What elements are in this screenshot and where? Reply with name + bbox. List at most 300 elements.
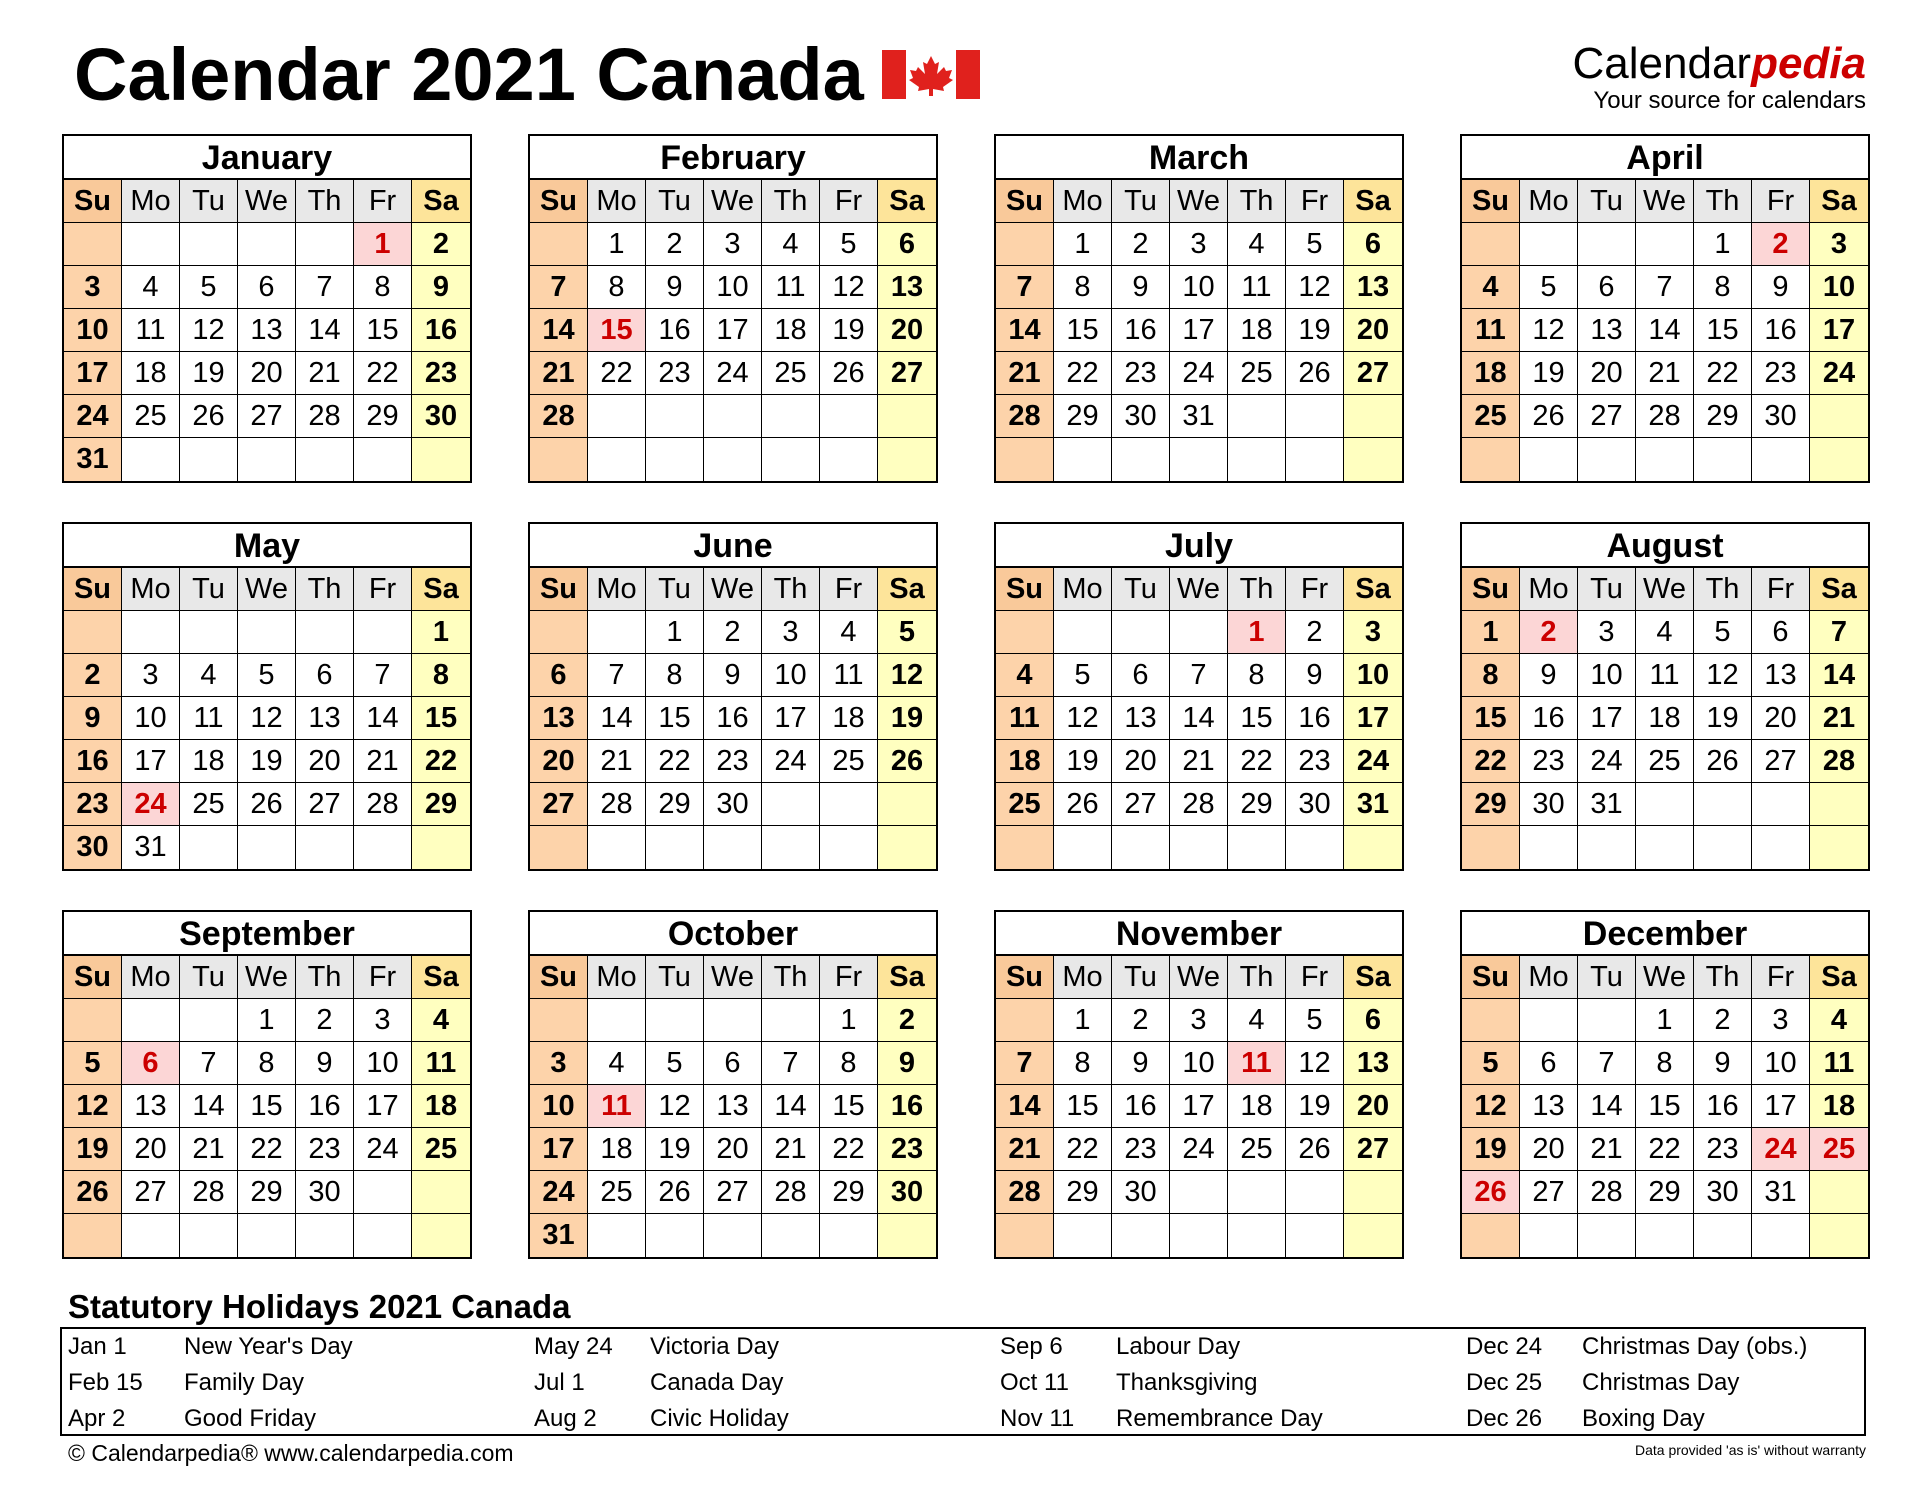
day-cell: 13	[1520, 1085, 1578, 1128]
day-cell: 22	[588, 352, 646, 395]
empty-cell	[296, 826, 354, 869]
month-name: May	[64, 524, 470, 568]
empty-cell	[820, 438, 878, 481]
day-cell: 27	[1344, 1128, 1402, 1171]
day-cell: 28	[1636, 395, 1694, 438]
empty-cell	[122, 611, 180, 654]
day-cell: 30	[1286, 783, 1344, 826]
day-cell: 30	[64, 826, 122, 869]
empty-cell	[1636, 1214, 1694, 1257]
month-january	[62, 134, 472, 483]
weekday-header: Th	[1694, 568, 1752, 611]
weekday-header: Fr	[820, 180, 878, 223]
day-cell: 4	[1228, 223, 1286, 266]
empty-cell	[412, 826, 470, 869]
day-cell: 27	[1752, 740, 1810, 783]
day-cell: 9	[1112, 1042, 1170, 1085]
day-cell: 1	[354, 223, 412, 266]
month-grid	[64, 180, 470, 481]
day-cell: 2	[1694, 999, 1752, 1042]
day-cell: 25	[762, 352, 820, 395]
weekday-header: Fr	[354, 180, 412, 223]
day-cell: 12	[64, 1085, 122, 1128]
day-cell: 2	[412, 223, 470, 266]
empty-cell	[530, 826, 588, 869]
empty-cell	[1286, 826, 1344, 869]
weekday-header: Tu	[1112, 180, 1170, 223]
day-cell: 19	[180, 352, 238, 395]
day-cell: 22	[412, 740, 470, 783]
empty-cell	[1694, 826, 1752, 869]
weekday-header: Th	[1228, 568, 1286, 611]
day-cell: 26	[238, 783, 296, 826]
canada-flag-icon	[882, 50, 980, 99]
day-cell: 17	[1578, 697, 1636, 740]
day-cell: 24	[1344, 740, 1402, 783]
empty-cell	[354, 826, 412, 869]
weekday-header: Mo	[1520, 956, 1578, 999]
day-cell: 29	[238, 1171, 296, 1214]
weekday-header: We	[1636, 180, 1694, 223]
day-cell: 10	[122, 697, 180, 740]
empty-cell	[1462, 438, 1520, 481]
empty-cell	[1344, 1171, 1402, 1214]
empty-cell	[1752, 1214, 1810, 1257]
day-cell: 10	[1344, 654, 1402, 697]
day-cell: 20	[1344, 1085, 1402, 1128]
weekday-header: Mo	[588, 956, 646, 999]
weekday-header: We	[1170, 956, 1228, 999]
day-cell: 3	[1810, 223, 1868, 266]
day-cell: 21	[996, 1128, 1054, 1171]
month-october	[528, 910, 938, 1259]
weekday-header: Sa	[1810, 180, 1868, 223]
weekday-header: We	[1636, 568, 1694, 611]
empty-cell	[762, 438, 820, 481]
day-cell: 10	[1752, 1042, 1810, 1085]
weekday-header: Mo	[1054, 568, 1112, 611]
day-cell: 3	[1752, 999, 1810, 1042]
weekday-header: Th	[1694, 956, 1752, 999]
empty-cell	[588, 1214, 646, 1257]
weekday-header: Mo	[588, 180, 646, 223]
weekday-header: Th	[1694, 180, 1752, 223]
weekday-header: Fr	[820, 956, 878, 999]
day-cell: 20	[122, 1128, 180, 1171]
day-cell: 1	[588, 223, 646, 266]
empty-cell	[996, 223, 1054, 266]
day-cell: 28	[1170, 783, 1228, 826]
day-cell: 15	[820, 1085, 878, 1128]
day-cell: 20	[704, 1128, 762, 1171]
day-cell: 18	[412, 1085, 470, 1128]
day-cell: 9	[296, 1042, 354, 1085]
empty-cell	[1694, 783, 1752, 826]
day-cell: 2	[1112, 999, 1170, 1042]
weekday-header: Sa	[878, 956, 936, 999]
weekday-header: Mo	[122, 180, 180, 223]
day-cell: 1	[1228, 611, 1286, 654]
empty-cell	[1170, 826, 1228, 869]
weekday-header: Mo	[122, 956, 180, 999]
empty-cell	[1344, 438, 1402, 481]
holiday-name: Christmas Day	[1582, 1369, 1740, 1396]
day-cell: 5	[180, 266, 238, 309]
day-cell: 5	[64, 1042, 122, 1085]
day-cell: 10	[1578, 654, 1636, 697]
day-cell: 19	[64, 1128, 122, 1171]
day-cell: 17	[122, 740, 180, 783]
empty-cell	[1752, 438, 1810, 481]
day-cell: 7	[996, 266, 1054, 309]
empty-cell	[1286, 438, 1344, 481]
day-cell: 2	[1752, 223, 1810, 266]
day-cell: 22	[1636, 1128, 1694, 1171]
day-cell: 9	[1112, 266, 1170, 309]
weekday-header: Th	[762, 956, 820, 999]
day-cell: 1	[412, 611, 470, 654]
holiday-date: Jan 1	[68, 1333, 127, 1360]
day-cell: 3	[1344, 611, 1402, 654]
day-cell: 20	[1344, 309, 1402, 352]
month-september	[62, 910, 472, 1259]
empty-cell	[762, 999, 820, 1042]
day-cell: 4	[588, 1042, 646, 1085]
footer-disclaimer: Data provided 'as is' without warranty	[1634, 1442, 1866, 1458]
empty-cell	[1578, 826, 1636, 869]
day-cell: 9	[1286, 654, 1344, 697]
day-cell: 23	[704, 740, 762, 783]
day-cell: 16	[296, 1085, 354, 1128]
day-cell: 2	[296, 999, 354, 1042]
empty-cell	[762, 826, 820, 869]
empty-cell	[762, 783, 820, 826]
empty-cell	[180, 611, 238, 654]
day-cell: 30	[1752, 395, 1810, 438]
holiday-date: Oct 11	[1000, 1369, 1069, 1396]
holiday-name: New Year's Day	[184, 1333, 353, 1360]
weekday-header: Mo	[122, 568, 180, 611]
day-cell: 6	[530, 654, 588, 697]
empty-cell	[1578, 223, 1636, 266]
holiday-name: Victoria Day	[650, 1333, 779, 1360]
day-cell: 8	[354, 266, 412, 309]
day-cell: 6	[1752, 611, 1810, 654]
day-cell: 13	[1112, 697, 1170, 740]
day-cell: 15	[588, 309, 646, 352]
day-cell: 24	[1752, 1128, 1810, 1171]
empty-cell	[238, 223, 296, 266]
day-cell: 19	[1520, 352, 1578, 395]
empty-cell	[996, 1214, 1054, 1257]
day-cell: 15	[1694, 309, 1752, 352]
day-cell: 30	[1694, 1171, 1752, 1214]
day-cell: 18	[180, 740, 238, 783]
weekday-header: Tu	[1578, 568, 1636, 611]
day-cell: 11	[1462, 309, 1520, 352]
weekday-header: We	[238, 180, 296, 223]
day-cell: 18	[996, 740, 1054, 783]
day-cell: 23	[1286, 740, 1344, 783]
day-cell: 14	[996, 1085, 1054, 1128]
day-cell: 28	[530, 395, 588, 438]
month-name: June	[530, 524, 936, 568]
day-cell: 6	[238, 266, 296, 309]
day-cell: 19	[878, 697, 936, 740]
weekday-header: Th	[296, 568, 354, 611]
weekday-header: Sa	[1344, 568, 1402, 611]
day-cell: 14	[1170, 697, 1228, 740]
weekday-header: Fr	[820, 568, 878, 611]
day-cell: 29	[646, 783, 704, 826]
day-cell: 25	[412, 1128, 470, 1171]
empty-cell	[180, 999, 238, 1042]
day-cell: 26	[180, 395, 238, 438]
holiday-date: Dec 26	[1466, 1405, 1543, 1432]
weekday-header: Tu	[180, 956, 238, 999]
day-cell: 8	[1694, 266, 1752, 309]
day-cell: 25	[122, 395, 180, 438]
weekday-header: Th	[296, 956, 354, 999]
footer-copyright: © Calendarpedia® www.calendarpedia.com	[68, 1440, 514, 1466]
month-name: April	[1462, 136, 1868, 180]
holiday-name: Family Day	[184, 1369, 305, 1396]
day-cell: 30	[1112, 1171, 1170, 1214]
holiday-name: Canada Day	[650, 1369, 784, 1396]
day-cell: 10	[762, 654, 820, 697]
day-cell: 21	[530, 352, 588, 395]
day-cell: 8	[1054, 266, 1112, 309]
weekday-header: Th	[1228, 956, 1286, 999]
month-name: March	[996, 136, 1402, 180]
day-cell: 21	[1636, 352, 1694, 395]
empty-cell	[1810, 1214, 1868, 1257]
weekday-header: Mo	[1520, 568, 1578, 611]
empty-cell	[180, 826, 238, 869]
day-cell: 5	[1286, 999, 1344, 1042]
holiday-date: Aug 2	[534, 1405, 597, 1432]
empty-cell	[64, 611, 122, 654]
empty-cell	[878, 438, 936, 481]
day-cell: 27	[122, 1171, 180, 1214]
weekday-header: Su	[1462, 180, 1520, 223]
weekday-header: Sa	[878, 568, 936, 611]
empty-cell	[180, 1214, 238, 1257]
day-cell: 22	[1694, 352, 1752, 395]
day-cell: 5	[646, 1042, 704, 1085]
empty-cell	[820, 395, 878, 438]
empty-cell	[704, 395, 762, 438]
month-grid	[996, 568, 1402, 869]
day-cell: 22	[646, 740, 704, 783]
day-cell: 11	[1228, 1042, 1286, 1085]
day-cell: 29	[1228, 783, 1286, 826]
day-cell: 27	[296, 783, 354, 826]
day-cell: 21	[1810, 697, 1868, 740]
empty-cell	[1810, 1171, 1868, 1214]
weekday-header: Su	[1462, 568, 1520, 611]
day-cell: 27	[238, 395, 296, 438]
day-cell: 7	[996, 1042, 1054, 1085]
empty-cell	[180, 438, 238, 481]
weekday-header: We	[704, 568, 762, 611]
weekday-header: Sa	[1810, 568, 1868, 611]
day-cell: 8	[1054, 1042, 1112, 1085]
day-cell: 28	[180, 1171, 238, 1214]
day-cell: 23	[878, 1128, 936, 1171]
empty-cell	[1520, 826, 1578, 869]
day-cell: 18	[1810, 1085, 1868, 1128]
empty-cell	[412, 438, 470, 481]
empty-cell	[1286, 1214, 1344, 1257]
weekday-header: Fr	[354, 568, 412, 611]
day-cell: 24	[1170, 352, 1228, 395]
day-cell: 17	[704, 309, 762, 352]
day-cell: 9	[646, 266, 704, 309]
day-cell: 25	[820, 740, 878, 783]
day-cell: 14	[296, 309, 354, 352]
empty-cell	[180, 223, 238, 266]
empty-cell	[1520, 1214, 1578, 1257]
day-cell: 16	[1286, 697, 1344, 740]
day-cell: 23	[412, 352, 470, 395]
day-cell: 14	[180, 1085, 238, 1128]
day-cell: 11	[412, 1042, 470, 1085]
day-cell: 20	[1112, 740, 1170, 783]
empty-cell	[1636, 783, 1694, 826]
empty-cell	[646, 826, 704, 869]
weekday-header: Su	[64, 180, 122, 223]
day-cell: 22	[1228, 740, 1286, 783]
day-cell: 25	[180, 783, 238, 826]
empty-cell	[238, 826, 296, 869]
brand-logo	[1573, 40, 1866, 114]
day-cell: 2	[704, 611, 762, 654]
day-cell: 17	[1170, 309, 1228, 352]
day-cell: 29	[1462, 783, 1520, 826]
month-name: February	[530, 136, 936, 180]
weekday-header: Tu	[1578, 180, 1636, 223]
day-cell: 13	[1344, 266, 1402, 309]
day-cell: 11	[122, 309, 180, 352]
day-cell: 3	[1170, 999, 1228, 1042]
day-cell: 15	[646, 697, 704, 740]
day-cell: 20	[530, 740, 588, 783]
empty-cell	[1112, 438, 1170, 481]
day-cell: 17	[64, 352, 122, 395]
day-cell: 28	[996, 1171, 1054, 1214]
day-cell: 14	[762, 1085, 820, 1128]
empty-cell	[354, 1171, 412, 1214]
empty-cell	[238, 1214, 296, 1257]
month-name: December	[1462, 912, 1868, 956]
weekday-header: Sa	[412, 568, 470, 611]
day-cell: 12	[1054, 697, 1112, 740]
day-cell: 12	[646, 1085, 704, 1128]
page-title: Calendar 2021 Canada	[74, 33, 864, 116]
weekday-header: Mo	[588, 568, 646, 611]
empty-cell	[996, 826, 1054, 869]
day-cell: 22	[354, 352, 412, 395]
day-cell: 31	[530, 1214, 588, 1257]
day-cell: 14	[1636, 309, 1694, 352]
day-cell: 22	[1462, 740, 1520, 783]
day-cell: 21	[180, 1128, 238, 1171]
day-cell: 17	[1170, 1085, 1228, 1128]
empty-cell	[1636, 438, 1694, 481]
day-cell: 22	[820, 1128, 878, 1171]
month-march	[994, 134, 1404, 483]
day-cell: 25	[1228, 352, 1286, 395]
day-cell: 15	[1054, 309, 1112, 352]
day-cell: 14	[996, 309, 1054, 352]
day-cell: 9	[64, 697, 122, 740]
empty-cell	[820, 783, 878, 826]
holiday-date: Dec 24	[1466, 1333, 1543, 1360]
weekday-header: We	[704, 956, 762, 999]
day-cell: 11	[996, 697, 1054, 740]
day-cell: 18	[1228, 309, 1286, 352]
day-cell: 13	[296, 697, 354, 740]
empty-cell	[1752, 783, 1810, 826]
empty-cell	[1170, 1214, 1228, 1257]
holidays-table	[60, 1327, 1866, 1436]
day-cell: 6	[878, 223, 936, 266]
empty-cell	[530, 999, 588, 1042]
day-cell: 28	[588, 783, 646, 826]
empty-cell	[1228, 1171, 1286, 1214]
day-cell: 17	[1810, 309, 1868, 352]
day-cell: 10	[1170, 266, 1228, 309]
day-cell: 22	[1054, 352, 1112, 395]
brand-name-part1: Calendar	[1572, 39, 1752, 88]
day-cell: 30	[1520, 783, 1578, 826]
empty-cell	[1810, 395, 1868, 438]
day-cell: 26	[1694, 740, 1752, 783]
empty-cell	[1462, 223, 1520, 266]
day-cell: 19	[646, 1128, 704, 1171]
weekday-header: We	[704, 180, 762, 223]
weekday-header: Su	[64, 568, 122, 611]
day-cell: 8	[412, 654, 470, 697]
month-december	[1460, 910, 1870, 1259]
day-cell: 13	[1578, 309, 1636, 352]
empty-cell	[530, 438, 588, 481]
empty-cell	[1578, 999, 1636, 1042]
day-cell: 6	[1578, 266, 1636, 309]
day-cell: 31	[1578, 783, 1636, 826]
weekday-header: Fr	[1752, 568, 1810, 611]
day-cell: 28	[1578, 1171, 1636, 1214]
weekday-header: We	[1170, 180, 1228, 223]
day-cell: 8	[1462, 654, 1520, 697]
empty-cell	[646, 999, 704, 1042]
day-cell: 31	[1344, 783, 1402, 826]
day-cell: 22	[1054, 1128, 1112, 1171]
day-cell: 2	[1520, 611, 1578, 654]
day-cell: 14	[354, 697, 412, 740]
day-cell: 10	[530, 1085, 588, 1128]
day-cell: 16	[878, 1085, 936, 1128]
empty-cell	[1752, 826, 1810, 869]
weekday-header: Su	[530, 180, 588, 223]
day-cell: 7	[354, 654, 412, 697]
day-cell: 17	[1344, 697, 1402, 740]
month-name: September	[64, 912, 470, 956]
day-cell: 12	[1520, 309, 1578, 352]
day-cell: 19	[238, 740, 296, 783]
day-cell: 1	[1636, 999, 1694, 1042]
